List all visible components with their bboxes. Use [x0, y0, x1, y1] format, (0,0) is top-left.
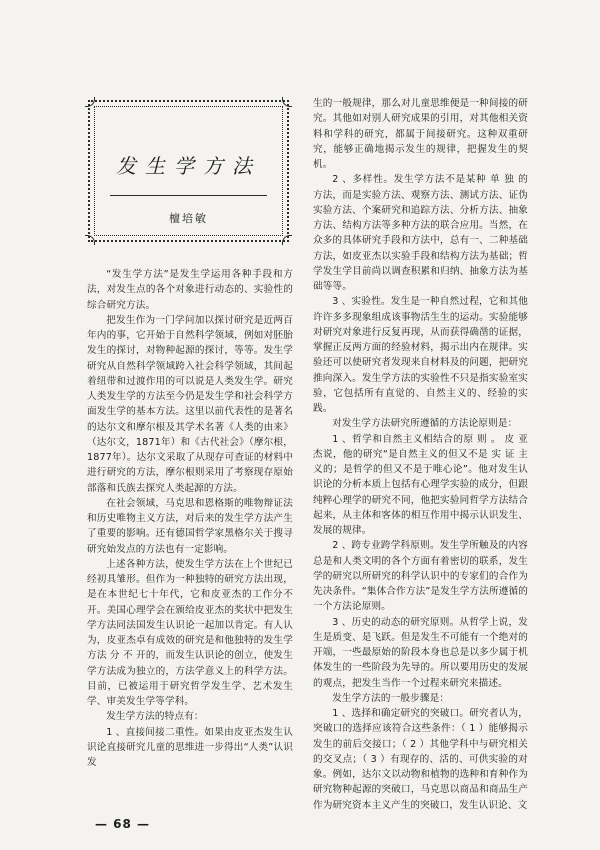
- paragraph: “发生学方法”是发生学运用各种手段和方法，对发生点的各个对象进行动态的、实验性的综合研究方法。: [87, 269, 293, 311]
- title-divider: [110, 195, 267, 196]
- paragraph: 发生学方法的特点有：: [106, 711, 204, 723]
- left-column: [87, 267, 293, 770]
- frame-corner-ornament: [85, 235, 95, 245]
- frame-corner-ornament: [282, 97, 292, 107]
- frame-corner-ornament: [282, 235, 292, 245]
- paragraph: 发生学方法的一般步骤是：: [332, 692, 450, 704]
- article-author: 檀培敏: [169, 212, 208, 225]
- title-frame: [88, 100, 289, 242]
- paragraph: 1 、直接间接二重性。如果由皮亚杰发生认识论直接研究儿童的思维进一步得出“人类”认识发: [87, 726, 293, 768]
- paragraph: 2 、跨专业跨学科原则。发生学所触及的内容总是和人类文明的各个方面有着密切的联系，发生学的研究以所研究的科学认识中的专家们的合作为先决条件。“集体合作方法”是发生学方法所遵循的一个方法论原则。: [313, 540, 528, 613]
- paragraph: 生的一般规律，那么对儿童思维便是一种间接的研究。其他如对别人研究成果的引用，对其他相关资料和学科的研究，都属于间接研究。这种双重研究，能够正确地揭示发生的规律，把握发生的契机。: [313, 98, 528, 170]
- paragraph: 在社会领域，马克思和恩格斯的唯物辩证法和历史唯物主义方法，对后来的发生学方法产生了重要的影响。还有德国哲学家黑格尔关于搜寻研究始发点的方法也有一定影响。: [87, 497, 293, 555]
- paragraph: 上述各种方法，使发生学方法在上个世纪已经初具雏形。但作为一种独特的研究方法出现，是在本世纪七十年代，它和皮亚杰的工作分不开。美国心理学会在颁给皮亚杰的奖状中把发生学方法同法国发生认识论一起加以肯定。有人认为，皮亚杰卓有成效的研究是和他独特的发生学方法 分 不 开的，而发生认识论的创立，使发生学方法成为独立的，方法学意义上的科学方法。目前，已被运用于研究哲学发生学、艺术发生学、审美发生学等学科。: [87, 558, 293, 707]
- page-number: — 68 —: [95, 817, 151, 831]
- article-title: 发生学方法: [116, 154, 261, 178]
- right-column: [313, 96, 528, 813]
- paragraph: 3 、实验性。发生是一种自然过程，它和其他许许多多现象组成该事物活生生的运动。实验能够对研究对象进行反复再现，从而获得确凿的证据，掌握正反两方面的经验材料，揭示出内在规律。实验还可以使研究者发现来自材料及的问题，把研究推向深入。发生学方法的实验性不只是指实验室实验，它包括所有直觉的、自然主义的、经验的实践。: [313, 296, 528, 414]
- paragraph: 2 、多样性。发生学方法不是某种 单 独 的 方法，而是实验方法、观察方法、测试方法、证伪实验方法、个案研究和追踪方法、分析方法、抽象方法、结构方法等多种方法的联合应用。当然，在众多的具体研究手段和方法中，总有一、二种基础方法，如皮亚杰以实验手段和结构方法为基础；哲学发生学目前尚以调查积累和归纳、抽象方法为基础等等。: [313, 174, 528, 292]
- paragraph: 对发生学方法研究所遵循的方法论原则是：: [332, 418, 518, 430]
- paragraph: 把发生作为一门学问加以探讨研究是近两百年内的事，它开始于自然科学领域，例如对胚胎发生的探讨，对物种起源的探讨，等等。发生学研究从自然科学领域跨入社会科学领域，其间起着纽带和过渡作用的可以说是人类发生学。研究人类发生学的方法至今仍是发生学和社会科学方面发生学的基本方法。这里以前代表性的是著名的达尔文和摩尔根及其学术名著《人类的由来》（达尔文，1871年）和《古代社会》（摩尔根，1877年）。达尔文采取了从现存可查证的材料中进行研究的方法，摩尔根则采用了考察现存原始部落和氏族去探究人类起源的方法。: [87, 314, 293, 494]
- paragraph: 1 、哲学和自然主义相结合的原 则 。 皮 亚 杰说，他的研究“是自然主义的但又不是 实 证 主 义的；是哲学的但又不是于唯心论”。他对发生认识论的分析本质上包括有心理学实验的成分，但跟纯粹心理学的研究不同，他把实验同哲学方法结合起来，从主体和客体的相互作用中揭示认识发生、发展的规律。: [313, 433, 528, 536]
- paragraph: 1 、选择和确定研究的突破口。研究者认为，突破口的选择应该符合这些条件：（ 1 ）能够揭示发生的前后交接口；（ 2 ）其他学科中与研究相关的交叉点；（ 3 ）有现存的、活的、可供实验的对象。例如，达尔文以动物和植物的选种和育种作为研究物种起源的突破口，马克思以商品和商品生产作为研究资本主义产生的突破口，发生认识论、文: [313, 708, 528, 811]
- paragraph: 3 、历史的动态的研究原则。从哲学上说，发生是质变、是飞跃。但是发生不可能有一个绝对的开端，一些最原始的阶段本身也总是以多少属于机体发生的一些阶段为先导的。所以要用历史的发展的观点，把发生当作一个过程来研究来描述。: [313, 616, 528, 689]
